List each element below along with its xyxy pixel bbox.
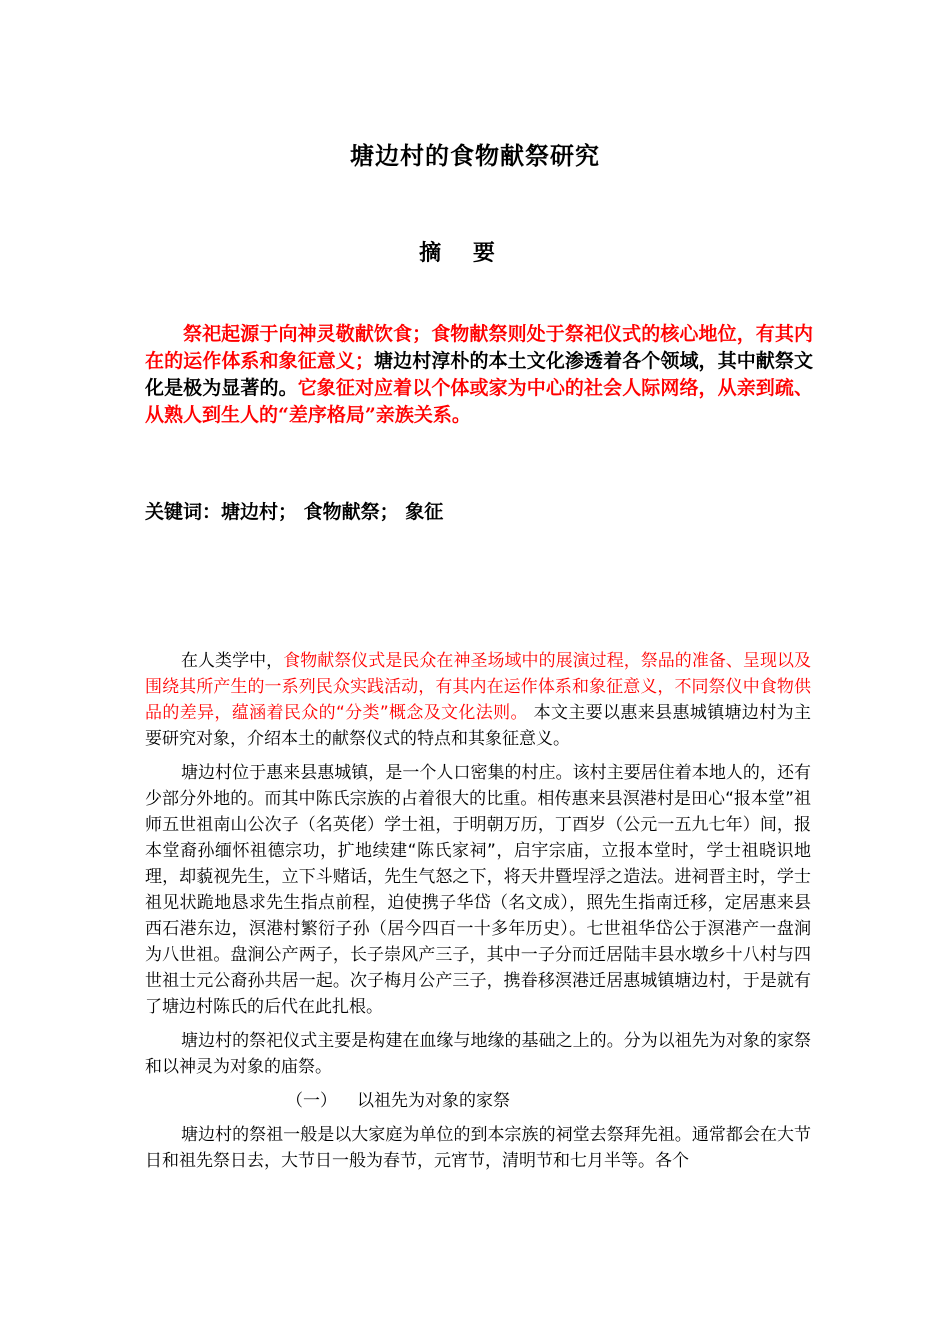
- body-paragraph-2: 塘边村位于惠来县惠城镇，是一个人口密集的村庄。该村主要居住着本地人的，还有少部分外地的。而其中陈氏宗族的占着很大的比重。相传惠来县溟港村是田心“报本堂”祖师五世祖南山公次子（名英佬）学士祖，于明朝万历，丁酉岁（公元一五九七年）间，报本堂裔孙缅怀祖德宗功，扩地续建“陈氏家祠”，启宇宗庙，立报本堂时，学士祖晓识地理，却藐视先生，立下斗赌话，先生气怒之下，将天井暨埕浮之造法。进祠晋主时，学士祖见状跪地恳求先生指点前程，迫使携子华岱（名文成），照先生指南迁移，定居惠来县西石港东边，溟港村繁衍子孙（居今四百一十多年历史）。七世祖华岱公于溟港产一盘涧为八世祖。盘涧公产两子，长子崇风产三子，其中一子分而迁居陆丰县水墩乡十八村与四世祖士元公裔孙共居一起。次子梅月公产三子，携眷移溟港迁居惠城镇塘边村，于是就有了塘边村陈氏的后代在此扎根。: [145, 763, 811, 1017]
- abstract-red-text-1: 祭祀起源于向神灵敬献饮食；食物献祭则处于祭祀仪式的核心地位，有其内在的运作体系和象征意义；: [145, 323, 813, 372]
- keywords-line: [145, 497, 443, 524]
- section-subheading: [145, 1088, 811, 1114]
- abstract-red-text-2: 它象征对应着以个体或家为中心的社会人际网络，从亲到疏、从熟人到生人的“差序格局”亲族关系。: [145, 377, 813, 426]
- subheading-number: （一）: [286, 1091, 337, 1111]
- abstract-black-text: 塘边村淳朴的本土文化渗透着各个领域，其中献祭文化是极为显著的。: [145, 350, 813, 399]
- subheading-text: 以祖先为对象的家祭: [357, 1091, 510, 1111]
- keywords-label: 关键词：: [145, 501, 222, 523]
- document-title: 塘边村的食物献祭研究: [350, 142, 600, 170]
- body-paragraph-3: 塘边村的祭祀仪式主要是构建在血缘与地缘的基础之上的。分为以祖先为对象的家祭和以神灵为对象的庙祭。: [145, 1031, 811, 1077]
- paragraph-1-start: 在人类学中，: [181, 651, 284, 671]
- abstract-paragraph: [145, 321, 813, 429]
- keywords-value: 塘边村； 食物献祭； 象征: [221, 501, 444, 523]
- abstract-heading: 摘 要: [419, 241, 507, 266]
- paragraph-1-end: 本文主要以惠来县惠城镇塘边村为主要研究对象，介绍本土的献祭仪式的特点和其象征意义。: [145, 703, 811, 749]
- body-text: [145, 648, 811, 1182]
- paragraph-1-red-text: 食物献祭仪式是民众在神圣场域中的展演过程，祭品的准备、呈现以及围绕其所产生的一系列民众实践活动，有其内在运作体系和象征意义，不同祭仪中食物供品的差异，蕴涵着民众的“分类”概念及文化法则。: [145, 651, 812, 723]
- body-paragraph-1: [145, 648, 811, 752]
- body-paragraph-4: 塘边村的祭祖一般是以大家庭为单位的到本宗族的祠堂去祭拜先祖。通常都会在大节日和祖先祭日去，大节日一般为春节，元宵节，清明节和七月半等。各个: [145, 1125, 811, 1171]
